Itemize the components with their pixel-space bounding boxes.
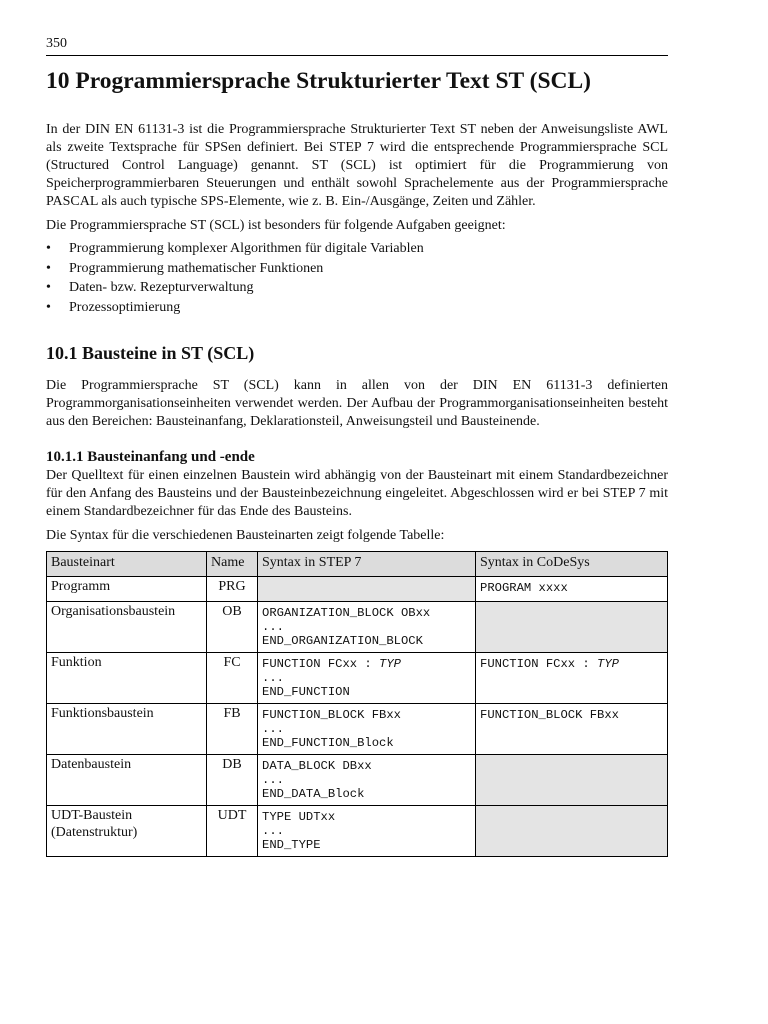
- block-name: PRG: [207, 577, 258, 602]
- table-intro: Die Syntax für die verschiedenen Bausteinarten zeigt folgende Tabelle:: [46, 528, 445, 543]
- block-type: Datenbaustein: [47, 755, 207, 806]
- step7-syntax: TYPE UDTxx ... END_TYPE: [258, 806, 476, 857]
- section-title: 10.1 Bausteine in ST (SCL): [46, 343, 255, 363]
- table-row: [47, 653, 668, 704]
- block-name: OB: [207, 602, 258, 653]
- block-name: DB: [207, 755, 258, 806]
- block-type: Funktionsbaustein: [47, 704, 207, 755]
- codesys-syntax: [476, 602, 668, 653]
- table-row: [47, 577, 668, 602]
- suited-intro: Die Programmiersprache ST (SCL) ist besonders für folgende Aufgaben geeignet:: [46, 218, 506, 233]
- codesys-syntax: FUNCTION_BLOCK FBxx: [476, 704, 668, 755]
- table-header-row: [47, 552, 668, 577]
- table-row: [47, 602, 668, 653]
- page: [46, 34, 668, 857]
- page-number: 350: [46, 34, 668, 56]
- header-name: Name: [207, 552, 258, 577]
- subsection-paragraph: Der Quelltext für einen einzelnen Baustein wird abhängig von der Bausteinart mit einem Standardbezeichner für den Anfang des Bausteins und der Bausteinbezeichnung eingeleitet. Abgeschlossen wird er bei STEP 7 mit einem Standardbezeichner für das Ende des Bausteins.: [46, 468, 668, 519]
- step7-syntax: [258, 577, 476, 602]
- subsection-title: 10.1.1 Bausteinanfang und -ende: [46, 449, 255, 465]
- intro-paragraph: In der DIN EN 61131-3 ist die Programmiersprache Strukturierter Text ST neben der Anweisungsliste AWL als zweite Textsprache für SPSen definiert. Bei STEP 7 wird die entsprechende Programmiersprache SCL (Structured Control Language) genannt. ST (SCL) ist optimiert für die Programmierung von Speicherprogrammierbaren Steuerungen und enthält sowohl Sprachelemente aus der Programmiersprache PASCAL als auch typische SPS-Elemente, wie z. B. Ein-/Ausgänge, Zeiten und Zähler.: [46, 122, 668, 209]
- block-name: FC: [207, 653, 258, 704]
- task-list: [46, 239, 668, 317]
- table-row: [47, 755, 668, 806]
- block-type: Programm: [47, 577, 207, 602]
- section-paragraph: Die Programmiersprache ST (SCL) kann in allen von der DIN EN 61131-3 definierten Programmorganisationseinheiten verwendet werden. Der Aufbau der Programmorganisationseinheiten besteht aus den Bereichen: Bausteinanfang, Deklarationsteil, Anweisungsteil und Bausteinende.: [46, 378, 668, 429]
- list-item: • Prozessoptimierung: [46, 298, 668, 318]
- step7-syntax: FUNCTION FCxx : TYP ... END_FUNCTION: [258, 653, 476, 704]
- step7-syntax: ORGANIZATION_BLOCK OBxx ... END_ORGANIZATION_BLOCK: [258, 602, 476, 653]
- syntax-table: [46, 551, 668, 857]
- block-name: FB: [207, 704, 258, 755]
- block-type: Funktion: [47, 653, 207, 704]
- header-bausteinart: Bausteinart: [47, 552, 207, 577]
- block-name: UDT: [207, 806, 258, 857]
- codesys-syntax: PROGRAM xxxx: [476, 577, 668, 602]
- header-step7: Syntax in STEP 7: [258, 552, 476, 577]
- codesys-syntax: [476, 755, 668, 806]
- table-row: [47, 704, 668, 755]
- chapter-title: 10 Programmiersprache Strukturierter Text ST (SCL): [46, 68, 592, 94]
- list-item: • Daten- bzw. Rezepturverwaltung: [46, 278, 668, 298]
- block-type: Organisationsbaustein: [47, 602, 207, 653]
- codesys-syntax: FUNCTION FCxx : TYP: [476, 653, 668, 704]
- list-item: • Programmierung komplexer Algorithmen für digitale Variablen: [46, 239, 668, 259]
- step7-syntax: FUNCTION_BLOCK FBxx ... END_FUNCTION_Block: [258, 704, 476, 755]
- list-item: • Programmierung mathematischer Funktionen: [46, 259, 668, 279]
- step7-syntax: DATA_BLOCK DBxx ... END_DATA_Block: [258, 755, 476, 806]
- block-type: UDT-Baustein (Datenstruktur): [47, 806, 207, 857]
- table-row: [47, 806, 668, 857]
- header-codesys: Syntax in CoDeSys: [476, 552, 668, 577]
- codesys-syntax: [476, 806, 668, 857]
